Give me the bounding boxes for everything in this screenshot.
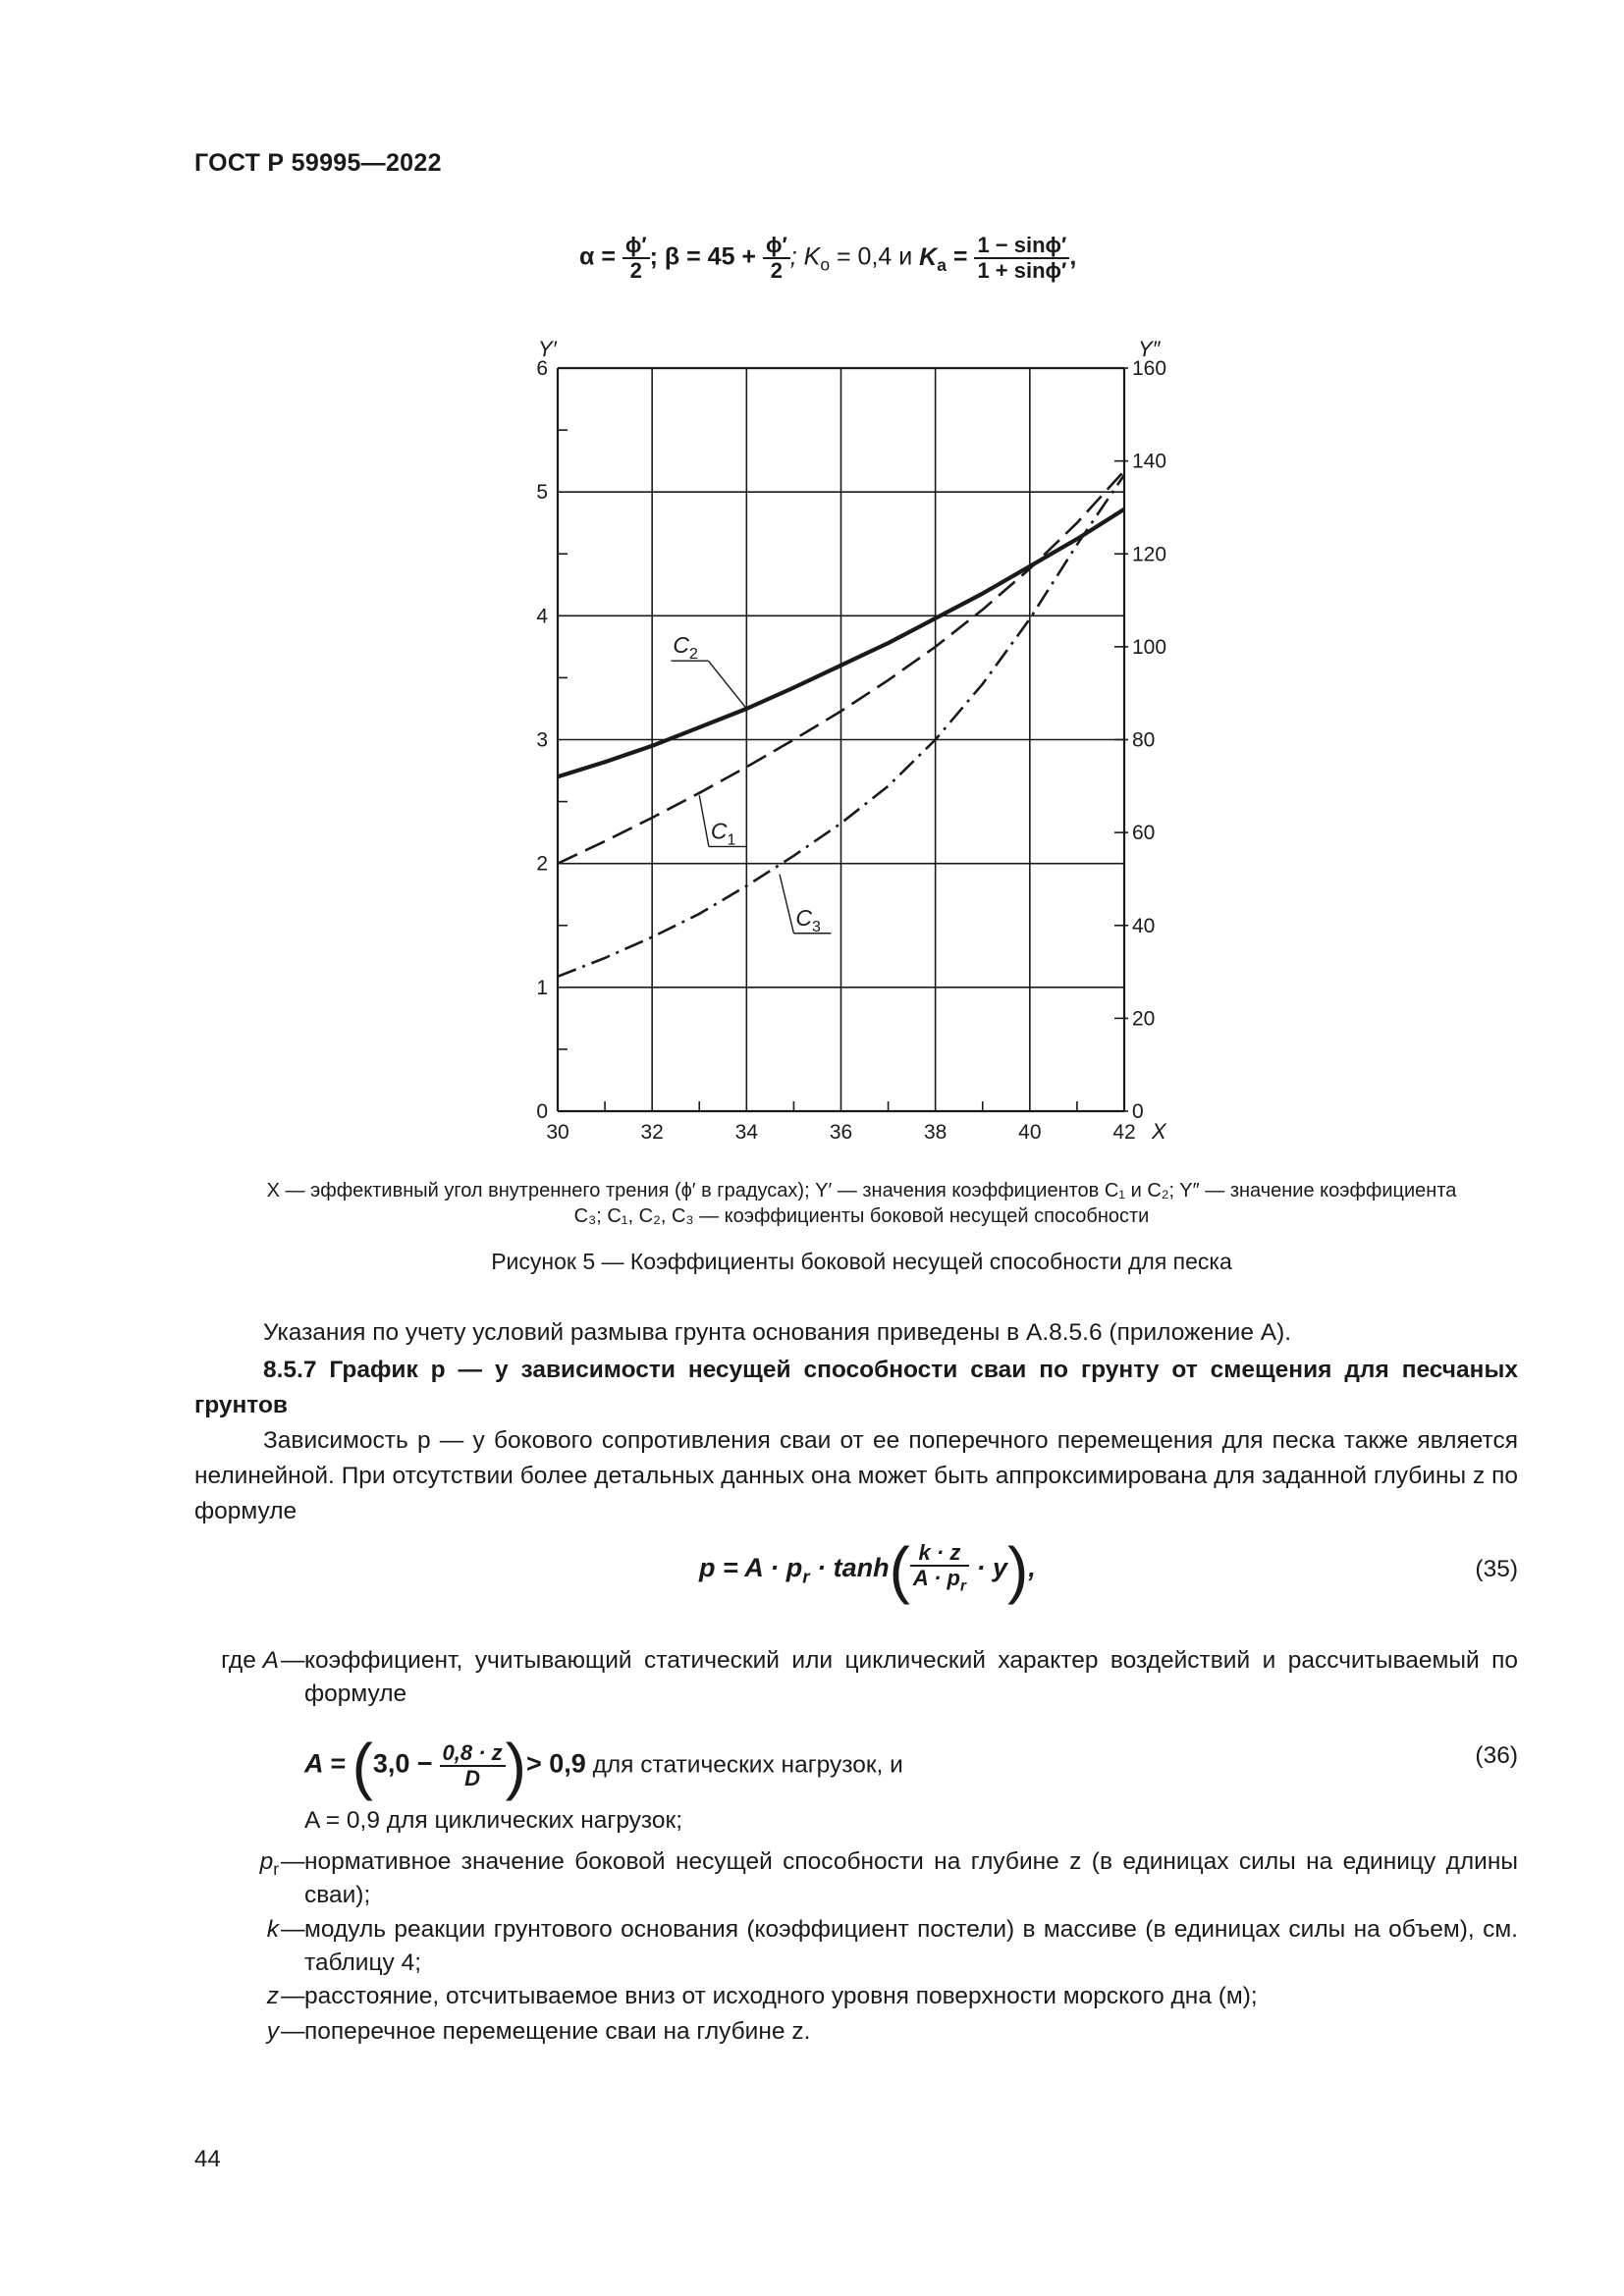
series-c1-leader-line [699,795,709,846]
y-right-tick-label: 80 [1132,728,1156,752]
where-A: где A — коэффициент, учитывающий статический или циклический характер воздействий и рассчитываемый по формуле [221,1647,1518,1707]
legend-line-2: C₃; C₁, C₂, C₃ — коэффициенты боковой несущей способности [573,1205,1150,1227]
alpha-label: α = [579,242,616,271]
series-c1-label-sub: 1 [727,831,736,849]
x-tick-label: 38 [923,1121,947,1144]
where-k: k — модуль реакции грунтового основания (коэффициент постели) в массиве (в единицах силы на объем), см. таблицу 4; [266,1916,1518,1976]
phi-over-two-2: $\frac{\phi'}{2}$ [763,234,790,283]
x-axis-label: X [1152,1119,1166,1144]
x-tick-label: 36 [829,1121,853,1144]
document-header: ГОСТ Р 59995—2022 [194,149,442,177]
formula-coefficients: α = $\frac{\phi'}{2}$ ; β = 45 + $\frac{\phi'}{2}$ ; $K_о = 0,4$ и $K_a$ = $\frac{1 - \sin\phi'}{1 + \sin\phi'}$ , [579,233,1077,283]
series-c3-label-sub: 3 [812,918,821,935]
equation-35: $p = A \cdot p_r \cdot \tanh$( $\frac{k \cdot z}{A \cdot p_r}$ · y), [699,1534,1036,1605]
series-c1-label: $C_1$ [710,818,736,849]
series-c2-label: $C_2$ [673,632,698,664]
equation-36: A = (3,0 − $\frac{0,8 \cdot z}{D}$ )> 0,9 для статических нагрузок, и [304,1731,903,1801]
a-cyclic: A = 0,9 для циклических нагрузок; [304,1807,683,1834]
y-right-axis-label: Y″ [1138,337,1161,361]
y-left-tick-label: 4 [536,605,548,628]
y-right-tick-label: 140 [1132,450,1167,473]
paragraph-scour: Указания по учету условий размыва грунта основания приведены в А.8.5.6 (приложение А). [263,1319,1292,1346]
y-right-tick-label: 100 [1132,635,1167,659]
x-tick-label: 42 [1112,1121,1136,1144]
lateral-capacity-chart [511,319,1198,1163]
y-right-tick-label: 160 [1132,357,1167,380]
paragraph-py-dependence: Зависимость p — y бокового сопротивления сваи от ее поперечного перемещения для песка также является нелинейной. При отсутствии более детальных данных она может быть аппроксимирована для заданной глубины z по формуле [194,1427,1518,1524]
ka-fraction: $\frac{1 - \sin\phi'}{1 + \sin\phi'}$ [974,234,1069,283]
phi-over-two: $\frac{\phi'}{2}$ [623,234,650,283]
x-tick-label: 34 [734,1121,759,1144]
page-number: 44 [194,2146,221,2172]
y-left-tick-label: 6 [536,357,548,380]
series-c2-leader-line [708,661,746,709]
series-c3-label: $C_3$ [795,904,821,935]
legend-line-1: X — эффективный угол внутреннего трения (ϕ′ в градусах); Y′ — значения коэффициентов C₁ и C₂; Y″ — значение коэффициента [266,1180,1457,1201]
section-heading-8-5-7: 8.5.7 График p — y зависимости несущей способности сваи по грунту от смещения для песчаных грунтов [194,1357,1518,1418]
y-right-tick-label: 20 [1132,1007,1156,1031]
y-left-tick-label: 5 [536,481,548,505]
beta-label: ; β = 45 + [649,242,757,271]
y-left-tick-label: 0 [536,1100,548,1123]
x-tick-label: 30 [546,1121,569,1144]
figure-caption: Рисунок 5 — Коэффициенты боковой несущей способности для песка [491,1249,1232,1274]
series-c2-label-sub: 2 [689,646,698,664]
chart-legend [191,1178,1532,1229]
y-right-tick-label: 40 [1132,914,1156,937]
y-right-tick-label: 60 [1132,822,1156,845]
where-pr: $p_r$ — нормативное значение боковой несущей способности на глубине z (в единицах силы на единицу длины сваи); [259,1848,1518,1908]
y-left-tick-label: 3 [536,728,548,752]
ka-label: K [919,242,938,271]
equation-number-36: (36) [1475,1742,1518,1769]
y-left-axis-label: Y′ [538,337,557,361]
equation-number-35: (35) [1475,1556,1518,1582]
where-z: z — расстояние, отсчитываемое вниз от исходного уровня поверхности морского дна (м); [266,1983,1258,2009]
y-right-tick-label: 0 [1132,1100,1144,1123]
y-left-tick-label: 2 [536,852,548,876]
eq36-fraction: $\frac{0,8 \cdot z}{D}$ [440,1741,506,1790]
k0-label: ; K [789,242,821,271]
y-left-tick-label: 1 [536,976,548,999]
eq35-fraction: $\frac{k \cdot z}{A \cdot p_r}$ [910,1541,969,1598]
x-tick-label: 32 [640,1121,664,1144]
x-tick-label: 40 [1018,1121,1042,1144]
where-y: y — поперечное перемещение сваи на глубине z. [266,2018,811,2045]
k0-value: = 0,4 и [830,242,920,271]
series-c3-leader-line [780,875,793,934]
y-right-tick-label: 120 [1132,543,1167,566]
